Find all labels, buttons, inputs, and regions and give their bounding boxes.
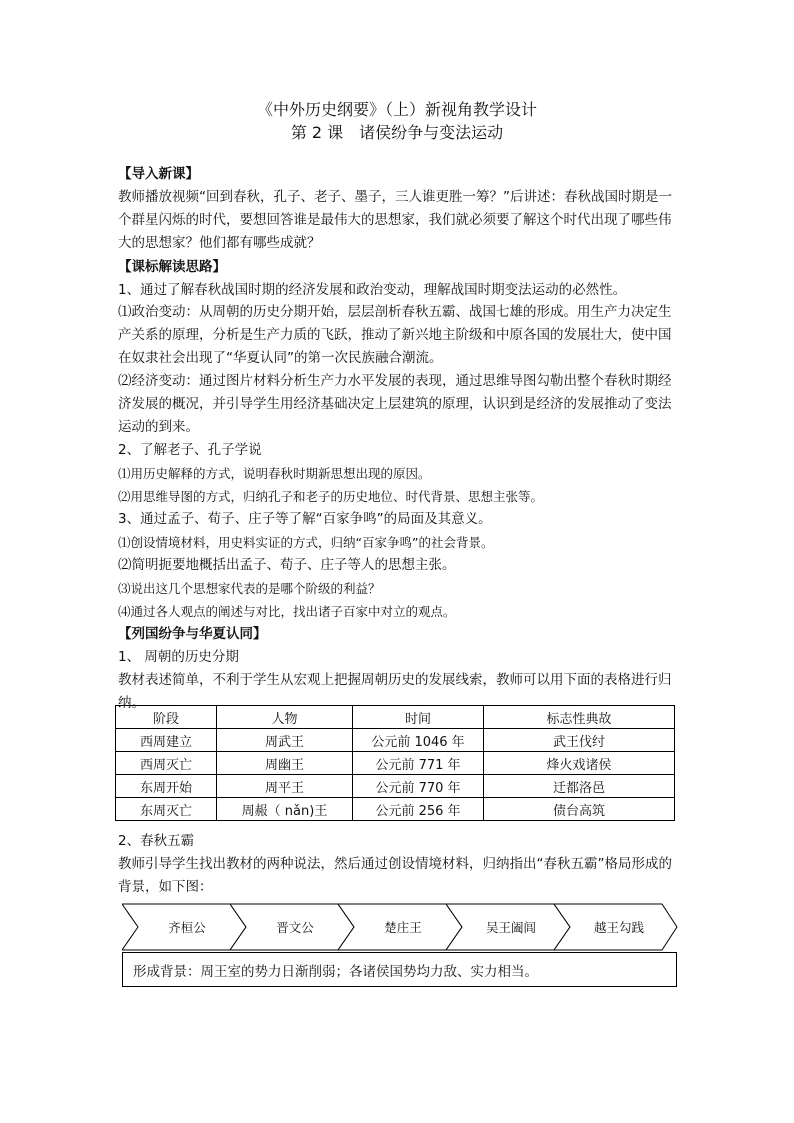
table-cell: 公元前 771 年: [353, 752, 484, 775]
table-cell: 迁都洛邑: [484, 775, 675, 798]
standards-item-3-2: ⑵简明扼要地概括出孟子、荀子、庄子等人的思想主张。: [118, 557, 456, 573]
standards-item-1-2: ⑵经济变动：通过图片材料分析生产力水平发展的表现，通过思维导图勾勒出整个春秋时期经济发展的概况，并引导学生用经济基础决定上层建筑的原理，认识到是经济的发展推动了变法运动的到来。: [118, 373, 672, 435]
table-row: [116, 729, 675, 752]
table-cell: 周赧（ nǎn)王: [217, 798, 353, 821]
subsection-2-text: 教师引导学生找出教材的两种说法，然后通过创设情境材料，归纳指出“春秋五霸”格局形成的背景，如下图：: [118, 856, 672, 895]
flow-item: 吴王阖闾: [485, 920, 536, 935]
table-row: [116, 775, 675, 798]
flow-item: 齐桓公: [168, 920, 206, 935]
standards-item-3-3: ⑶说出这几个思想家代表的是哪个阶级的利益？: [118, 581, 381, 596]
table-cell: 西周灭亡: [116, 752, 217, 775]
flow-item: 晋文公: [276, 920, 314, 935]
subsection-1-title: 1、 周朝的历史分期: [118, 649, 239, 665]
standards-item-1-1: ⑴政治变动：从周朝的历史分期开始，层层剖析春秋五霸、战国七雄的形成。用生产力决定生产关系的原理，分析是生产力质的飞跃，推动了新兴地主阶级和中原各国的发展壮大，使中国在奴隶社会出现了“华夏认同”的第一次民族融合潮流。: [118, 304, 672, 366]
table-header: 标志性典故: [484, 706, 675, 729]
standards-item-1: 1、通过了解春秋战国时期的经济发展和政治变动，理解战国时期变法运动的必然性。: [118, 282, 627, 298]
standards-item-3-1: ⑴创设情境材料，用史料实证的方式，归纳“百家争鸣”的社会背景。: [118, 535, 494, 550]
table-cell: 公元前 1046 年: [353, 729, 484, 752]
standards-item-3: 3、通过孟子、荀子、庄子等了解“百家争鸣”的局面及其意义。: [118, 511, 492, 527]
intro-paragraph: 教师播放视频“回到春秋，孔子、老子、墨子，三人谁更胜一筹？”后讲述：春秋战国时期是一个群星闪烁的时代，要想回答谁是最伟大的思想家，我们就必须要了解这个时代出现了哪些伟大的思想家？他们都有哪些成就？: [118, 189, 672, 251]
table-cell: 烽火戏诸侯: [484, 752, 675, 775]
table-cell: 周平王: [217, 775, 353, 798]
table-cell: 武王伐纣: [484, 729, 675, 752]
table-cell: 东周灭亡: [116, 798, 217, 821]
table-header: 人物: [217, 706, 353, 729]
table-cell: 公元前 256 年: [353, 798, 484, 821]
table-cell: 东周开始: [116, 775, 217, 798]
table-cell: 周武王: [217, 729, 353, 752]
subsection-2-title: 2、春秋五霸: [118, 833, 195, 849]
table-row: [116, 752, 675, 775]
standards-item-2-2: ⑵用思维导图的方式，归纳孔子和老子的历史地位、时代背景、思想主张等。: [118, 489, 544, 504]
intro-heading: 【导入新课】: [118, 166, 199, 182]
background-text: 形成背景：周王室的势力日渐削弱；各诸侯国势均力敌、实力相当。: [133, 964, 538, 980]
standards-item-2-1: ⑴用历史解释的方式，说明春秋时期新思想出现的原因。: [118, 466, 431, 481]
flow-item: 楚庄王: [384, 920, 422, 935]
standards-item-2: 2、了解老子、孔子学说: [118, 442, 262, 458]
table-cell: 西周建立: [116, 729, 217, 752]
table-cell: 债台高筑: [484, 798, 675, 821]
table-cell: 周幽王: [217, 752, 353, 775]
five-hegemons-flow: [122, 903, 678, 951]
table-header-row: [116, 706, 675, 729]
document-title: 《中外历史纲要》（上）新视角教学设计: [256, 100, 537, 119]
table-header: 时间: [353, 706, 484, 729]
standards-item-3-4: ⑷通过各人观点的阐述与对比，找出诸子百家中对立的观点。: [118, 604, 456, 619]
subsection-1-text: 教材表述简单，不利于学生从宏观上把握周朝历史的发展线索，教师可以用下面的表格进行归纳。: [118, 672, 672, 711]
standards-heading: 【课标解读思路】: [118, 259, 226, 275]
flow-item: 越王勾践: [593, 920, 644, 935]
zhou-periods-table: [115, 705, 675, 821]
rivalry-heading: 【列国纷争与华夏认同】: [118, 626, 267, 642]
lesson-title: 第 2 课 诸侯纷争与变法运动: [290, 123, 504, 142]
table-header: 阶段: [116, 706, 217, 729]
table-row: [116, 798, 675, 821]
table-cell: 公元前 770 年: [353, 775, 484, 798]
background-box: [122, 952, 677, 987]
